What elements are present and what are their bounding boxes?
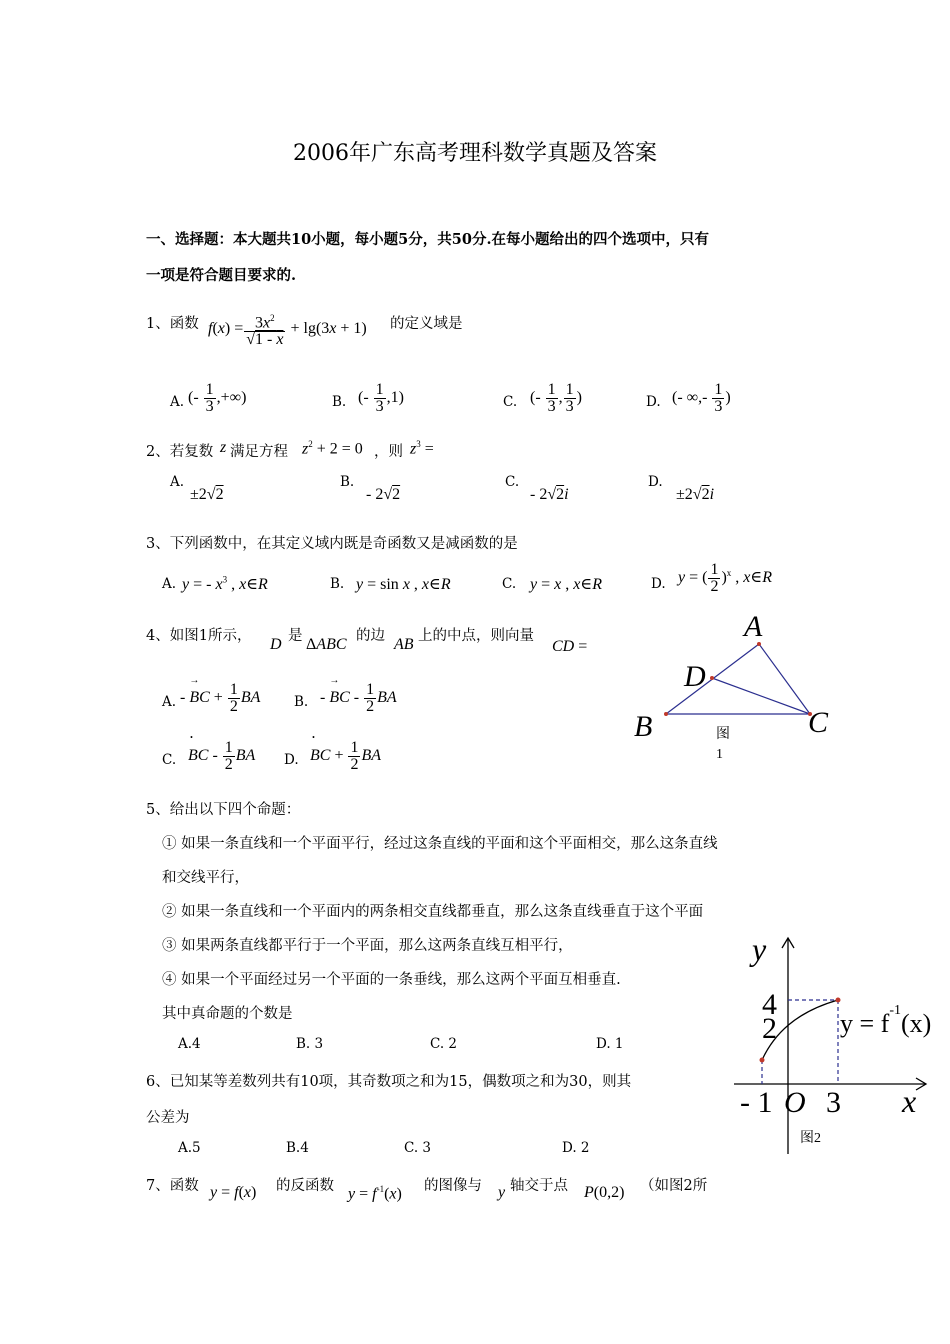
label-d: D [684, 660, 706, 693]
q5-option-a: A.4 [178, 1036, 201, 1052]
point-3-4 [836, 998, 841, 1003]
q5-ask: 其中真命题的个数是 [162, 1006, 293, 1022]
q4-option-d: • BC + $\frac{1}{2}$ BA [310, 740, 381, 773]
q2-option-d: ±2√2i [676, 486, 715, 503]
q1-suffix: 的定义域是 [390, 316, 463, 332]
q4-p2: 的边 [356, 628, 385, 644]
q7-axis-y: y [498, 1184, 506, 1201]
q2-var-z: z [220, 439, 227, 456]
q5-option-b: B. 3 [296, 1036, 324, 1052]
q2-option-b: - 2√2 [366, 486, 401, 503]
q5-item-3: ③ 如果两条直线都平行于一个平面，那么这两条直线互相平行， [162, 938, 573, 954]
caption-fig2: 图2 [800, 1131, 821, 1146]
q7-function: y = f(x) [210, 1184, 257, 1201]
q2-option-c-label: C. [505, 474, 520, 490]
q7-p1: 的反函数 [276, 1178, 334, 1194]
q5-item-4: ④ 如果一个平面经过另一个平面的一条垂线，那么这两个平面互相垂直. [162, 972, 621, 988]
q3-option-d: y = ( $\frac{1}{2}$ )$^x$ , x∈R [678, 561, 773, 595]
section-header-line2: 一项是符合题目要求的. [146, 267, 297, 284]
figure-2-graph [726, 926, 936, 1156]
label-function-arg: (x) [901, 1009, 932, 1038]
q1-option-c-label: C. [503, 394, 518, 410]
q6-line1: 6、已知某等差数列共有10项，其奇数项之和为15，偶数项之和为30，则其 [146, 1074, 632, 1090]
label-function-sup: -1 [889, 1003, 901, 1018]
q1-option-b-label: B. [332, 394, 347, 410]
q5-option-d: D. 1 [596, 1036, 624, 1052]
label-neg1: - 1 [740, 1086, 773, 1119]
q7-p2: 的图像与 [424, 1178, 482, 1194]
q7-inverse: $y = f^{-1}(x)$ [348, 1184, 402, 1203]
q4-option-d-label: D. [284, 752, 299, 768]
label-b: B [634, 710, 653, 743]
label-3: 3 [826, 1086, 841, 1119]
q2-option-b-label: B. [340, 474, 355, 490]
q3-option-b-label: B. [330, 576, 345, 592]
label-y: y [752, 931, 767, 967]
q1-formula: f(x) = $\frac{3x^2}{√1 - x}$ + lg(3x + 1) [208, 310, 367, 348]
label-4: 4 [762, 988, 777, 1021]
q4-p3: 上的中点，则向量 [418, 628, 534, 644]
q2-prefix: 2、若复数 [146, 444, 214, 460]
q1-option-a-label: A. [170, 394, 185, 410]
q5-item-1-cont: 和交线平行， [162, 870, 249, 886]
q4-side-ab: AB [394, 636, 414, 653]
q3-option-c-label: C. [502, 576, 517, 592]
q4-option-a-label: A. [162, 694, 177, 710]
label-x: x [902, 1083, 917, 1119]
point-b [664, 712, 668, 716]
q2-mid2: ，则 [374, 444, 403, 460]
point-d [710, 676, 714, 680]
q2-equation: $z^2 + 2 = 0$ [302, 439, 363, 458]
q2-mid: 满足方程 [230, 444, 288, 460]
q4-prefix: 4、如图1所示， [146, 628, 252, 644]
q2-option-d-label: D. [648, 474, 663, 490]
q6-option-a: A.5 [178, 1140, 201, 1156]
section-header-line1: 一、选择题：本大题共10小题，每小题5分，共50分.在每小题给出的四个选项中，只有 [146, 231, 709, 248]
q3-option-b: y = sin x , x∈R [356, 576, 451, 593]
label-c: C [808, 706, 829, 739]
q7-point-p: P(0,2) [584, 1184, 625, 1201]
median-dc [712, 678, 810, 714]
q4-vector-cd: CD = [552, 638, 588, 655]
label-origin: O [784, 1086, 806, 1119]
q4-option-c-label: C. [162, 752, 177, 768]
q5-option-c: C. 2 [430, 1036, 458, 1052]
q2-z3: $z^3$ = [410, 439, 434, 458]
q1-option-d-label: D. [646, 394, 661, 410]
label-function-name: y = f [840, 1009, 890, 1038]
caption-fig1-line1: 图 [716, 727, 730, 742]
q5-text: 5、给出以下四个命题： [146, 802, 301, 818]
q3-option-a: y = - $x^3$ , x∈R [182, 574, 268, 593]
q2-option-a-label: A. [170, 474, 185, 490]
q6-line2: 公差为 [146, 1110, 190, 1126]
q7-p3: 轴交于点 [510, 1178, 568, 1194]
q4-option-b: - → BC - $\frac{1}{2}$ BA [320, 682, 397, 715]
label-function [840, 1003, 931, 1038]
q4-option-c: • BC - $\frac{1}{2}$ BA [188, 740, 255, 773]
q2-option-a: ±2√2 [190, 486, 224, 503]
q5-item-1: ① 如果一条直线和一个平面平行，经过这条直线的平面和这个平面相交，那么这条直线 [162, 836, 718, 852]
q1-option-d: (- ∞,- $\frac{1}{3}$ ) [672, 381, 731, 415]
q4-triangle: ΔABC [306, 636, 347, 653]
point-neg1 [760, 1058, 765, 1063]
q5-item-2: ② 如果一条直线和一个平面内的两条相交直线都垂直，那么这条直线垂直于这个平面 [162, 904, 704, 920]
label-2: 2 [762, 1012, 777, 1045]
q4-p1: 是 [288, 628, 303, 644]
q2-option-c: - 2√2i [530, 486, 569, 503]
q6-option-c: C. 3 [404, 1140, 432, 1156]
figure-1-triangle [630, 606, 840, 766]
q7-p4: （如图2所 [640, 1178, 708, 1194]
q7-prefix: 7、函数 [146, 1178, 199, 1194]
q1-option-a: (- $\frac{1}{3}$ ,+∞) [188, 381, 247, 415]
q1-prefix: 1、函数 [146, 316, 199, 332]
q6-option-b: B.4 [286, 1140, 309, 1156]
caption-fig1-line2: 1 [716, 747, 723, 762]
q4-point-d: D [270, 636, 282, 653]
q3-text: 3、下列函数中，在其定义域内既是奇函数又是减函数的是 [146, 536, 518, 552]
label-a: A [744, 610, 763, 643]
q3-option-d-label: D. [651, 576, 666, 592]
q4-option-b-label: B. [294, 694, 309, 710]
q6-option-d: D. 2 [562, 1140, 590, 1156]
page-title: 2006年广东高考理科数学真题及答案 [293, 141, 657, 166]
q4-option-a: - → BC + $\frac{1}{2}$ BA [180, 682, 260, 715]
q1-option-b: (- $\frac{1}{3}$ ,1) [358, 381, 404, 415]
q3-option-a-label: A. [162, 576, 177, 592]
q1-option-c: (- $\frac{1}{3}$ , $\frac{1}{3}$ ) [530, 381, 582, 415]
q3-option-c: y = x , x∈R [530, 576, 602, 593]
triangle-side-ca [759, 644, 810, 714]
